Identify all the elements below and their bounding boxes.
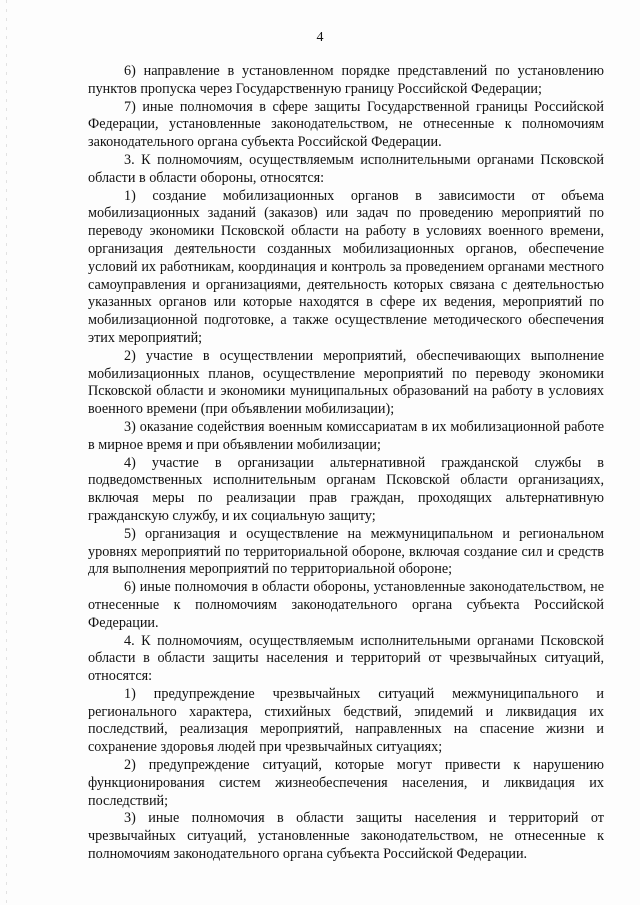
document-body <box>88 63 604 864</box>
section-4-heading: 4. К полномочиям, осуществляемым исполнительными органами Псковской области в области защиты населения и территорий от чрезвычайных ситуаций, относятся: <box>88 632 604 685</box>
paragraph-3-3: 3) оказание содействия военным комиссариатам в их мобилизационной работе в мирное время и при объявлении мобилизации; <box>88 418 604 453</box>
paragraph-4-1: 1) предупреждение чрезвычайных ситуаций межмуниципального и регионального характера, стихийных бедствий, эпидемий и ликвидация их последствий, реализация мероприятий, направленных на спасение жизни и сохранение здоровья людей при чрезвычайных ситуациях; <box>88 685 604 756</box>
paragraph-3-1: 1) создание мобилизационных органов в зависимости от объема мобилизационных заданий (заказов) или задач по проведению мероприятий по переводу экономики Псковской области на работу в условиях военного времени, организация деятельности созданных мобилизационных органов, обеспечение условий их работникам, координация и контроль за проведением органами местного самоуправления и организациями, деятельность которых связана с деятельностью указанных органов или которые находятся в сфере их ведения, мероприятий по мобилизационной подготовке, а также осуществление методического обеспечения этих мероприятий; <box>88 187 604 346</box>
page-number: 4 <box>316 30 324 45</box>
scan-edge-mark <box>6 0 7 905</box>
paragraph-3-5: 5) организация и осуществление на межмуниципальном и региональном уровнях мероприятий по территориальной обороне, включая создание сил и средств для выполнения мероприятий по территориальной обороне; <box>88 525 604 578</box>
paragraph-4-2: 2) предупреждение ситуаций, которые могут привести к нарушению функционирования систем жизнеобеспечения населения, и ликвидация их последствий; <box>88 757 604 809</box>
section-3-heading: 3. К полномочиям, осуществляемым исполнительными органами Псковской области в области обороны, относятся: <box>88 151 604 186</box>
paragraph-3-2: 2) участие в осуществлении мероприятий, обеспечивающих выполнение мобилизационных планов, осуществление мероприятий по переводу экономики Псковской области и экономики муниципальных образований на работу в условиях военного времени (при объявлении мобилизации); <box>88 347 604 418</box>
paragraph-2-6: 6) направление в установленном порядке представлений по установлению пунктов пропуска через Государственную границу Российской Федерации; <box>88 63 604 97</box>
paragraph-3-6: 6) иные полномочия в области обороны, установленные законодательством, не отнесенные к полномочиям законодательного органа субъекта Российской Федерации. <box>88 579 604 631</box>
paragraph-4-3: 3) иные полномочия в области защиты населения и территорий от чрезвычайных ситуаций, установленные законодательством, не отнесенные к полномочиям законодательного органа субъекта Российской Федерации. <box>88 810 604 863</box>
paragraph-2-7: 7) иные полномочия в сфере защиты Государственной границы Российской Федерации, установленные законодательством, не отнесенные к полномочиям законодательного органа субъекта Российской Федерации. <box>88 98 604 151</box>
paragraph-3-4: 4) участие в организации альтернативной гражданской службы в подведомственных исполнительным органам Псковской области организациях, включая меры по реализации прав граждан, проходящих альтернативную гражданскую службу, и их социальную защиту; <box>88 454 604 524</box>
